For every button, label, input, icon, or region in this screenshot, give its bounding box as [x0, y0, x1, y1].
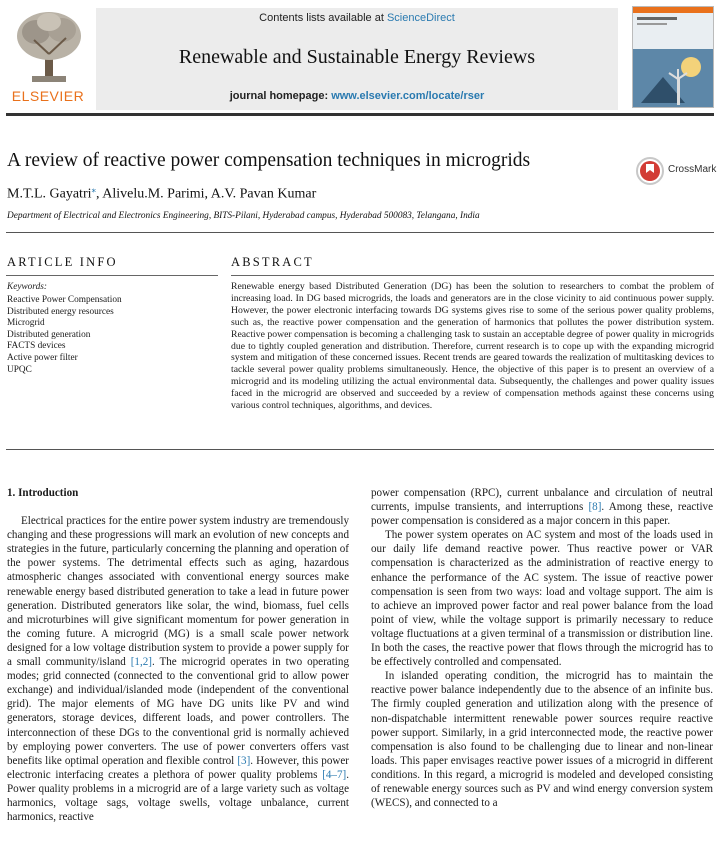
- header-divider: [6, 113, 714, 116]
- abstract-rule: [231, 275, 714, 276]
- homepage-link[interactable]: www.elsevier.com/locate/rser: [331, 90, 485, 102]
- affiliation: Department of Electrical and Electronics Engineering, BITS-Pilani, Hyderabad campus, Hyderabad 500083, Telangana, India: [7, 211, 480, 221]
- text-run: power compensation (RPC), current unbalance and circulation of neutral currents, impulse transients, and interruptions: [371, 487, 713, 514]
- body-paragraph: [371, 486, 713, 528]
- section-heading-introduction: 1. Introduction: [7, 487, 79, 499]
- journal-homepage: [96, 90, 618, 102]
- elsevier-tree-icon: [14, 10, 84, 84]
- abstract-divider: [6, 449, 714, 450]
- keyword-item: Microgrid: [7, 318, 45, 329]
- abstract-heading: ABSTRACT: [231, 255, 314, 269]
- citation-link[interactable]: [8]: [588, 501, 602, 514]
- keywords-label: Keywords:: [7, 282, 47, 292]
- first-author[interactable]: M.T.L. Gayatri: [7, 186, 92, 202]
- body-paragraph: The power system operates on AC system and most of the loads used in our daily life demand reactive power. Thus reactive power or VAR compensation is characterized as the administration of reactive energy to enhance the performance of the AC system. The issue of reactive power compensation is seen from two ways: load and voltage support. The aim is to achieve an improved power factor and real power balance from the load point of view, while the voltage support is primarily necessary to reduce voltage fluctuations at a given terminal of a transmission or distribution line. In both the cases, the reactive power that flows through the microgrid has to be effectively controlled and compensated.: [371, 529, 713, 669]
- sciencedirect-link[interactable]: ScienceDirect: [386, 12, 455, 24]
- citation-link[interactable]: [1,2]: [130, 656, 152, 669]
- journal-title: Renewable and Sustainable Energy Reviews: [178, 46, 536, 68]
- journal-cover-thumbnail[interactable]: [632, 6, 714, 108]
- author-list: [7, 184, 316, 203]
- citation-link[interactable]: [3]: [237, 754, 251, 767]
- keyword-item: Active power filter: [7, 352, 78, 363]
- article-info-rule: [6, 275, 218, 276]
- cover-image-icon: [633, 7, 713, 107]
- title-divider: [6, 232, 714, 233]
- keyword-item: Distributed energy resources: [7, 306, 114, 317]
- crossmark-badge[interactable]: [636, 155, 716, 187]
- journal-banner: [96, 8, 618, 110]
- body-left-column: [7, 486, 349, 824]
- elsevier-logo[interactable]: [6, 8, 90, 108]
- abstract-text: Renewable energy based Distributed Generation (DG) has been the solution to researchers to combat the problem of increasing load. In DG based microgrids, the loads and generators are in the close vicinity to aid continuous power supply. However, the power electronic interfacing towards DG systems gives rise to some of the serious power quality problems, such as, the reactive power compensation and the generation of harmonics that pollutes the power distribution system. Reactive power compensation is becoming a challenging task to sustain an acceptable degree of power quality in microgrids due to tightly coupled generation and distribution. Therefore, current research is to cope up with the expanding microgrid system and mitigation of these concerned issues. Recent trends are geared towards the realization of multitasking devices to tackle several power quality problems simultaneously. Hence, the objective of this paper is to present an overview of a microgrid and its modeling utilizing the actual environmental data. Subsequently, the challenges and power quality issues faced in the microgrid are observed and succeeded by a review of compensation methods against these concerns using various control techniques, algorithms, and devices.: [231, 281, 714, 412]
- publisher-name: ELSEVIER: [11, 88, 85, 104]
- article-info-heading: ARTICLE INFO: [7, 255, 118, 269]
- keyword-list: [7, 295, 122, 376]
- body-right-column: [371, 486, 713, 810]
- text-run: . However, this power electronic interfacing creates a plethora of power quality problems: [7, 754, 349, 781]
- text-run: . Power quality problems in a microgrid are of a large variety such as voltage harmonics, voltage sags, voltage swells, voltage unbalance, current harmonics, reactive: [7, 768, 349, 824]
- citation-link[interactable]: [4–7]: [322, 768, 347, 781]
- other-authors: , Alivelu.M. Parimi, A.V. Pavan Kumar: [96, 186, 317, 202]
- body-paragraph: [7, 514, 349, 824]
- text-run: Electrical practices for the entire power system industry are tremendously changing and these progressions will mark an evolution of new concepts and strategies in the future, particularly concerning the planning and operation of the power systems. The detrimental effects such as aging, hazardous atmospheric changes associated with conventional energy sources make renewable energy based distributed generation to take a lead in future power generation. Distributed generators like solar, the wind, biomass, fuel cells and microturbines will give significant momentum for power generation in the coming future. A microgrid (MG) is a small scale power network designed for a low voltage distribution system to provide a power supply for a small community/island: [7, 515, 349, 669]
- corresponding-author-mark[interactable]: ⁎: [91, 184, 96, 194]
- contents-prefix: Contents lists available at: [259, 12, 387, 24]
- text-run: . The microgrid operates in two operating modes; grid connected (connected to the conventional grid to allow power exchange) and individual/islanded mode (independent of the conventional grid). The major elements of MG have DG units like PV and wind generators, storage devices, different loads, and power controllers. The interconnection of these DGs to the conventional grid is normally achieved by employing power converters. The use of power converters offers vast benefits like optimal operation and flexible control: [7, 656, 349, 767]
- text-run: . Among these, reactive power compensation is considered as a major concern in this paper.: [371, 501, 713, 528]
- homepage-prefix: journal homepage:: [229, 90, 332, 102]
- crossmark-label: CrossMark: [668, 164, 717, 175]
- article-title: A review of reactive power compensation techniques in microgrids: [7, 150, 531, 171]
- keyword-item: FACTS devices: [7, 341, 66, 352]
- crossmark-icon: [636, 155, 664, 187]
- keyword-item: UPQC: [7, 364, 32, 375]
- journal-header: [0, 0, 720, 118]
- body-paragraph: In islanded operating condition, the microgrid has to maintain the reactive power balance independently due to the absence of an infinite bus. The firmly coupled generation and utilization along with the presence of non-dispatchable intermittent renewable power sources require reactive power support. Similarly, in a grid interconnected mode, the reactive power compensation is also found to be challenging due to linear and non-linear loads. This paper envisages reactive power issues of a microgrid in different conditions. In this regard, a microgrid is modeled and developed consisting of renewable energy sources such as PV and wind energy conversion system (WECS), and connected to a: [371, 670, 713, 810]
- contents-line: [96, 12, 618, 24]
- keyword-item: Distributed generation: [7, 329, 91, 340]
- keyword-item: Reactive Power Compensation: [7, 295, 122, 305]
